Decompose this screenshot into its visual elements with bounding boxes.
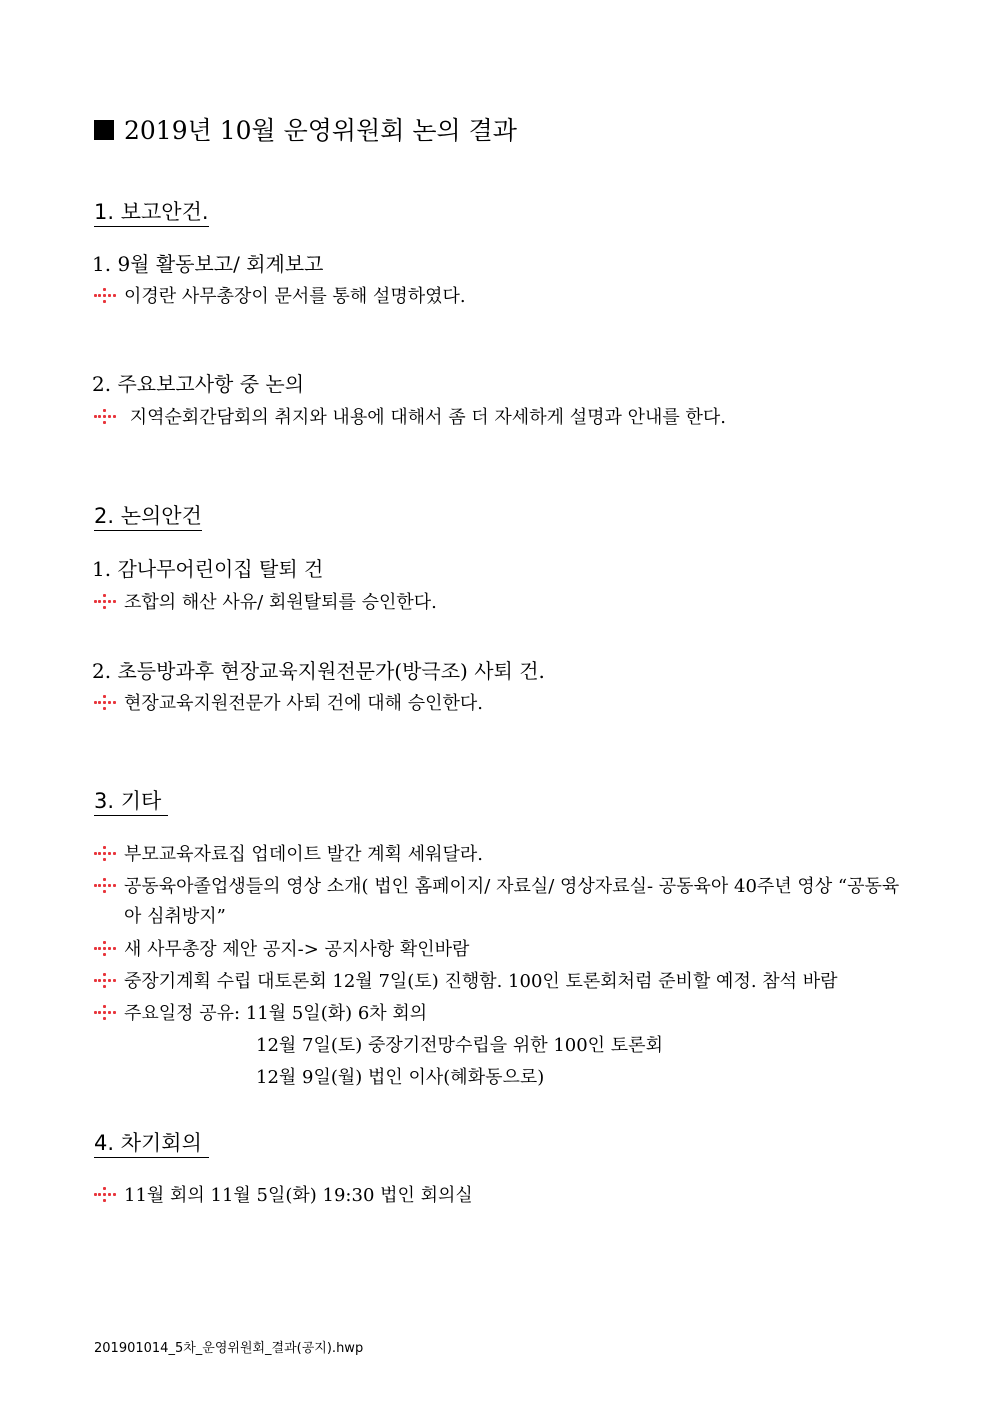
section-heading-next-meeting: 4. 차기회의 xyxy=(94,1129,209,1158)
red-dot-cluster-icon xyxy=(94,941,116,957)
black-square-icon xyxy=(94,120,114,140)
red-dot-cluster-icon xyxy=(94,1187,116,1203)
section-heading-other: 3. 기타 xyxy=(94,787,168,816)
bullet-item xyxy=(94,588,437,618)
red-dot-cluster-icon xyxy=(94,409,116,425)
item-heading: 1. 감나무어린이집 탈퇴 건 xyxy=(92,557,324,581)
section-heading-discussion: 2. 논의안건 xyxy=(94,502,202,531)
bullet-text: 조합의 해산 사유/ 회원탈퇴를 승인한다. xyxy=(124,592,437,613)
bullet-item xyxy=(94,403,726,433)
section-heading-report: 1. 보고안건. xyxy=(94,198,209,227)
footer-filename: 201901014_5차_운영위원회_결과(공지).hwp xyxy=(94,1341,364,1356)
red-dot-cluster-icon xyxy=(94,1005,116,1021)
bullet-text: 11월 회의 11월 5일(화) 19:30 법인 회의실 xyxy=(124,1185,473,1206)
bullet-text: 공동육아졸업생들의 영상 소개( 법인 홈페이지/ 자료실/ 영상자료실- 공동육아 40주년 영상 “공동육아 심취방지” xyxy=(124,876,900,927)
document-title xyxy=(94,114,517,148)
bullet-item xyxy=(94,872,914,932)
red-dot-cluster-icon xyxy=(94,695,116,711)
bullet-text: 중장기계획 수립 대토론회 12월 7일(토) 진행함. 100인 토론회처럼 준비할 예정. 참석 바람 xyxy=(124,971,838,992)
bullet-text: 부모교육자료집 업데이트 발간 계획 세워달라. xyxy=(124,844,483,865)
bullet-text: 새 사무총장 제안 공지-> 공지사항 확인바람 xyxy=(124,939,470,960)
document-title-text: 2019년 10월 운영위원회 논의 결과 xyxy=(124,116,517,145)
bullet-item xyxy=(94,1181,473,1211)
bullet-text: 현장교육지원전문가 사퇴 건에 대해 승인한다. xyxy=(124,693,483,714)
bullet-text: 주요일정 공유: 11월 5일(화) 6차 회의 xyxy=(124,1003,428,1024)
bullet-item xyxy=(94,282,466,312)
bullet-text: 지역순회간담회의 취지와 내용에 대해서 좀 더 자세하게 설명과 안내를 한다. xyxy=(124,407,726,428)
bullet-item xyxy=(94,689,483,719)
red-dot-cluster-icon xyxy=(94,878,116,894)
bullet-item xyxy=(94,840,483,870)
schedule-line: 12월 7일(토) 중장기전망수립을 위한 100인 토론회 xyxy=(256,1035,663,1056)
red-dot-cluster-icon xyxy=(94,594,116,610)
bullet-item xyxy=(94,935,469,965)
bullet-item xyxy=(94,967,838,997)
item-heading: 2. 주요보고사항 중 논의 xyxy=(92,372,305,396)
item-heading: 2. 초등방과후 현장교육지원전문가(방극조) 사퇴 건. xyxy=(92,659,545,683)
item-heading: 1. 9월 활동보고/ 회계보고 xyxy=(92,252,324,276)
red-dot-cluster-icon xyxy=(94,288,116,304)
red-dot-cluster-icon xyxy=(94,973,116,989)
red-dot-cluster-icon xyxy=(94,846,116,862)
schedule-line: 12월 9일(월) 법인 이사(혜화동으로) xyxy=(256,1067,545,1088)
bullet-text: 이경란 사무총장이 문서를 통해 설명하였다. xyxy=(124,286,466,307)
bullet-item xyxy=(94,999,427,1029)
